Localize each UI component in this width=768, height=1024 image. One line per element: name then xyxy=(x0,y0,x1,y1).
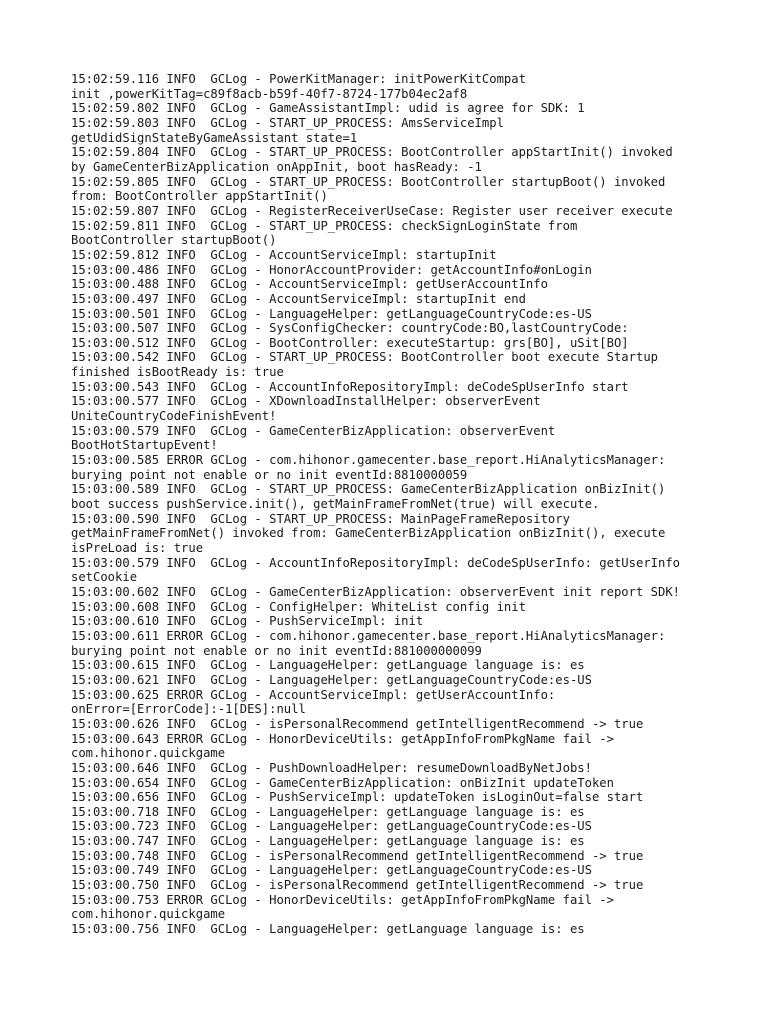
log-line: 15:03:00.579 INFO GCLog - AccountInfoRepositoryImpl: deCodeSpUserInfo: getUserInfo xyxy=(71,555,681,570)
log-line: 15:03:00.747 INFO GCLog - LanguageHelper: getLanguage language is: es xyxy=(71,834,585,849)
log-line: BootController startupBoot() xyxy=(71,233,277,248)
log-line: 15:03:00.488 INFO GCLog - AccountServiceImpl: getUserAccountInfo xyxy=(71,277,548,292)
log-line: boot success pushService.init(), getMainFrameFromNet(true) will execute. xyxy=(71,497,600,512)
log-line: 15:03:00.486 INFO GCLog - HonorAccountProvider: getAccountInfo#onLogin xyxy=(71,262,592,277)
log-line: 15:03:00.590 INFO GCLog - START_UP_PROCESS: MainPageFrameRepository xyxy=(71,511,570,526)
log-line: 15:03:00.507 INFO GCLog - SysConfigChecker: countryCode:BO,lastCountryCode: xyxy=(71,321,629,336)
log-line: getUdidSignStateByGameAssistant state=1 xyxy=(71,130,358,145)
log-line: onError=[ErrorCode]:-1[DES]:null xyxy=(71,702,306,717)
log-line: 15:03:00.643 ERROR GCLog - HonorDeviceUtils: getAppInfoFromPkgName fail -> xyxy=(71,731,614,746)
log-line: by GameCenterBizApplication onAppInit, boot hasReady: -1 xyxy=(71,159,482,174)
log-line: UniteCountryCodeFinishEvent! xyxy=(71,409,277,424)
log-line: 15:03:00.512 INFO GCLog - BootController: executeStartup: grs[BO], uSit[BO] xyxy=(71,335,629,350)
log-line: 15:03:00.497 INFO GCLog - AccountServiceImpl: startupInit end xyxy=(71,291,526,306)
log-line: 15:03:00.542 INFO GCLog - START_UP_PROCESS: BootController boot execute Startup xyxy=(71,350,658,365)
log-line: from: BootController appStartInit() xyxy=(71,189,328,204)
log-line: 15:03:00.749 INFO GCLog - LanguageHelper: getLanguageCountryCode:es-US xyxy=(71,863,592,878)
log-line: 15:03:00.626 INFO GCLog - isPersonalRecommend getIntelligentRecommend -> true xyxy=(71,716,644,731)
log-line: 15:03:00.646 INFO GCLog - PushDownloadHelper: resumeDownloadByNetJobs! xyxy=(71,760,592,775)
log-line: 15:03:00.625 ERROR GCLog - AccountServiceImpl: getUserAccountInfo: xyxy=(71,687,556,702)
log-line: 15:03:00.501 INFO GCLog - LanguageHelper: getLanguageCountryCode:es-US xyxy=(71,306,592,321)
log-line: 15:03:00.748 INFO GCLog - isPersonalRecommend getIntelligentRecommend -> true xyxy=(71,848,644,863)
log-line: finished isBootReady is: true xyxy=(71,365,284,380)
log-line: 15:03:00.610 INFO GCLog - PushServiceImpl: init xyxy=(71,614,424,629)
log-line: init ,powerKitTag=c89f8acb-b59f-40f7-8724-177b04ec2af8 xyxy=(71,86,468,101)
log-line: 15:03:00.654 INFO GCLog - GameCenterBizApplication: onBizInit updateToken xyxy=(71,775,614,790)
log-line: 15:03:00.621 INFO GCLog - LanguageHelper: getLanguageCountryCode:es-US xyxy=(71,672,592,687)
log-line: 15:03:00.750 INFO GCLog - isPersonalRecommend getIntelligentRecommend -> true xyxy=(71,878,644,893)
log-line: 15:03:00.611 ERROR GCLog - com.hihonor.gamecenter.base_report.HiAnalyticsManager: xyxy=(71,628,666,643)
log-line: 15:03:00.543 INFO GCLog - AccountInfoRepositoryImpl: deCodeSpUserInfo start xyxy=(71,379,629,394)
log-line: 15:02:59.811 INFO GCLog - START_UP_PROCESS: checkSignLoginState from xyxy=(71,218,578,233)
log-line: 15:03:00.585 ERROR GCLog - com.hihonor.gamecenter.base_report.HiAnalyticsManager: xyxy=(71,453,666,468)
log-line: 15:03:00.756 INFO GCLog - LanguageHelper: getLanguage language is: es xyxy=(71,922,585,937)
log-text-block xyxy=(71,72,721,937)
log-line: 15:03:00.615 INFO GCLog - LanguageHelper: getLanguage language is: es xyxy=(71,658,585,673)
log-line: 15:02:59.802 INFO GCLog - GameAssistantImpl: udid is agree for SDK: 1 xyxy=(71,101,585,116)
log-line: burying point not enable or no init eventId:881000000099 xyxy=(71,643,482,658)
log-line: 15:02:59.116 INFO GCLog - PowerKitManager: initPowerKitCompat xyxy=(71,72,526,86)
log-line: 15:03:00.589 INFO GCLog - START_UP_PROCESS: GameCenterBizApplication onBizInit() xyxy=(71,482,666,497)
log-line: 15:03:00.656 INFO GCLog - PushServiceImpl: updateToken isLoginOut=false start xyxy=(71,790,644,805)
log-line: 15:03:00.602 INFO GCLog - GameCenterBizApplication: observerEvent init report SDK! xyxy=(71,584,681,599)
log-line: 15:03:00.579 INFO GCLog - GameCenterBizApplication: observerEvent xyxy=(71,423,556,438)
log-line: burying point not enable or no init eventId:8810000059 xyxy=(71,467,468,482)
log-line: 15:02:59.804 INFO GCLog - START_UP_PROCESS: BootController appStartInit() invoked xyxy=(71,145,673,160)
log-line: 15:03:00.608 INFO GCLog - ConfigHelper: WhiteList config init xyxy=(71,599,526,614)
log-line: BootHotStartupEvent! xyxy=(71,438,218,453)
log-line: 15:03:00.723 INFO GCLog - LanguageHelper: getLanguageCountryCode:es-US xyxy=(71,819,592,834)
log-line: 15:02:59.803 INFO GCLog - START_UP_PROCESS: AmsServiceImpl xyxy=(71,115,504,130)
log-line: isPreLoad is: true xyxy=(71,541,204,555)
log-line: 15:03:00.718 INFO GCLog - LanguageHelper: getLanguage language is: es xyxy=(71,804,585,819)
log-line: 15:02:59.807 INFO GCLog - RegisterReceiverUseCase: Register user receiver execute xyxy=(71,203,673,218)
log-line: com.hihonor.quickgame xyxy=(71,907,226,922)
log-line: 15:03:00.577 INFO GCLog - XDownloadInstallHelper: observerEvent xyxy=(71,394,541,409)
log-line: getMainFrameFromNet() invoked from: GameCenterBizApplication onBizInit(), execute xyxy=(71,526,666,541)
log-line: com.hihonor.quickgame xyxy=(71,746,226,761)
log-line: setCookie xyxy=(71,570,138,585)
log-line: 15:03:00.753 ERROR GCLog - HonorDeviceUtils: getAppInfoFromPkgName fail -> xyxy=(71,892,614,907)
log-line: 15:02:59.812 INFO GCLog - AccountServiceImpl: startupInit xyxy=(71,247,497,262)
log-line: 15:02:59.805 INFO GCLog - START_UP_PROCESS: BootController startupBoot() invoked xyxy=(71,174,666,189)
